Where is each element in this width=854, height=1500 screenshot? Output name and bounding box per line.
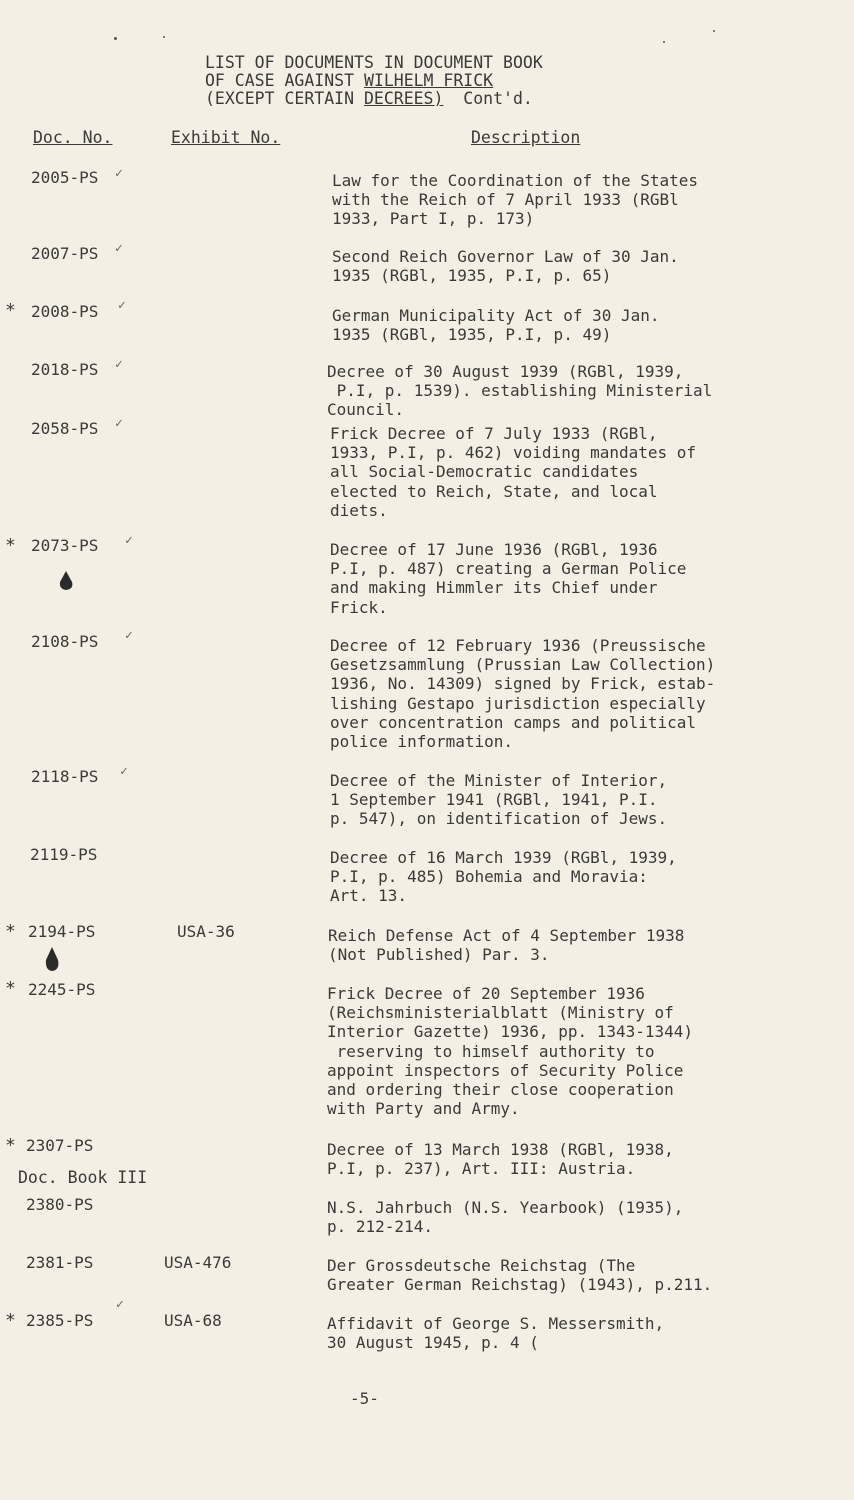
- exhibit-number: USA-68: [164, 1311, 222, 1330]
- description-text: German Municipality Act of 30 Jan. 1935 (RGBl, 1935, P.I, p. 49): [332, 306, 660, 345]
- ink-dot: [663, 41, 665, 43]
- description-text: Decree of 13 March 1938 (RGBl, 1938, P.I, p. 237), Art. III: Austria.: [327, 1140, 674, 1179]
- check-mark-icon: ✓: [118, 298, 126, 313]
- description-text: Second Reich Governor Law of 30 Jan. 1935 (RGBl, 1935, P.I, p. 65): [332, 247, 679, 286]
- exhibit-number: USA-476: [164, 1253, 232, 1272]
- doc-number: 2385-PS: [26, 1311, 94, 1330]
- ink-blot-icon: [43, 946, 61, 972]
- title-contd: Cont'd.: [443, 89, 533, 108]
- check-mark-icon: ✓: [115, 416, 123, 431]
- check-mark-icon: ✓: [125, 628, 133, 643]
- section-label: Doc. Book III: [18, 1168, 148, 1187]
- row-asterisk: *: [5, 535, 16, 556]
- description-text: Decree of 17 June 1936 (RGBl, 1936 P.I, p. 487) creating a German Police and making Himmler its Chief under Frick.: [330, 540, 687, 617]
- doc-number: 2194-PS: [28, 922, 96, 941]
- doc-number: 2108-PS: [31, 632, 99, 651]
- doc-number: 2119-PS: [30, 845, 98, 864]
- row-asterisk: *: [5, 1135, 16, 1156]
- doc-number: 2073-PS: [31, 536, 99, 555]
- row-asterisk: *: [5, 300, 16, 321]
- column-header-exhibit-no: Exhibit No.: [171, 128, 281, 147]
- description-text: Reich Defense Act of 4 September 1938 (Not Published) Par. 3.: [328, 926, 685, 965]
- title-defendant-name: WILHELM FRICK: [363, 71, 494, 90]
- row-asterisk: *: [5, 978, 16, 999]
- exhibit-number: USA-36: [177, 922, 235, 941]
- description-text: N.S. Jahrbuch (N.S. Yearbook) (1935), p. 212-214.: [327, 1198, 684, 1237]
- check-mark-icon: ✓: [120, 764, 128, 779]
- ink-blot-icon: [57, 570, 75, 592]
- doc-number: 2118-PS: [31, 767, 99, 786]
- check-mark-icon: ✓: [115, 357, 123, 372]
- ink-dot: [163, 36, 165, 38]
- doc-number: 2018-PS: [31, 360, 99, 379]
- check-mark-icon: ✓: [115, 166, 123, 181]
- doc-number: 2380-PS: [26, 1195, 94, 1214]
- check-mark-icon: ✓: [115, 241, 123, 256]
- doc-number: 2245-PS: [28, 980, 96, 999]
- description-text: Law for the Coordination of the States with the Reich of 7 April 1933 (RGBl 1933, Part I, p. 173): [332, 171, 699, 229]
- title-decrees: DECREES): [363, 89, 444, 108]
- ink-dot: [114, 37, 117, 40]
- document-title: [205, 54, 543, 108]
- page-number: -5-: [350, 1389, 379, 1408]
- row-asterisk: *: [5, 921, 16, 942]
- row-asterisk: *: [5, 1310, 16, 1331]
- doc-number: 2307-PS: [26, 1136, 94, 1155]
- doc-number: 2008-PS: [31, 302, 99, 321]
- doc-number: 2005-PS: [31, 168, 99, 187]
- check-mark-icon: ✓: [116, 1297, 124, 1312]
- description-text: Decree of 12 February 1936 (Preussische Gesetzsammlung (Prussian Law Collection) 1936, No. 14309) signed by Frick, estab- lishing Gestapo jurisdiction especially over concentration camps and political police information.: [330, 636, 716, 752]
- title-line-3-prefix: (EXCEPT CERTAIN: [205, 89, 364, 108]
- doc-number: 2007-PS: [31, 244, 99, 263]
- description-text: Frick Decree of 7 July 1933 (RGBl, 1933, P.I, p. 462) voiding mandates of all Social-Democratic candidates elected to Reich, State, and local diets.: [330, 424, 697, 520]
- column-header-doc-no: Doc. No.: [33, 128, 113, 147]
- description-text: Decree of the Minister of Interior, 1 September 1941 (RGBl, 1941, P.I. p. 547), on identification of Jews.: [330, 771, 668, 829]
- description-text: Decree of 30 August 1939 (RGBl, 1939, P.I, p. 1539). establishing Ministerial Council.: [327, 362, 713, 420]
- title-line-1: LIST OF DOCUMENTS IN DOCUMENT BOOK: [205, 53, 543, 72]
- description-text: Der Grossdeutsche Reichstag (The Greater German Reichstag) (1943), p.211.: [327, 1256, 713, 1295]
- column-header-description: Description: [471, 128, 581, 147]
- check-mark-icon: ✓: [125, 533, 133, 548]
- doc-number: 2058-PS: [31, 419, 99, 438]
- title-line-2-prefix: OF CASE AGAINST: [205, 71, 364, 90]
- description-text: Affidavit of George S. Messersmith, 30 August 1945, p. 4 (: [327, 1314, 665, 1353]
- doc-number: 2381-PS: [26, 1253, 94, 1272]
- ink-dot: [713, 30, 715, 32]
- description-text: Frick Decree of 20 September 1936 (Reichsministerialblatt (Ministry of Interior Gazette) 1936, pp. 1343-1344) reserving to himself authority to appoint inspectors of Security Police and ordering their close cooperation with Party and Army.: [327, 984, 694, 1119]
- description-text: Decree of 16 March 1939 (RGBl, 1939, P.I, p. 485) Bohemia and Moravia: Art. 13.: [330, 848, 677, 906]
